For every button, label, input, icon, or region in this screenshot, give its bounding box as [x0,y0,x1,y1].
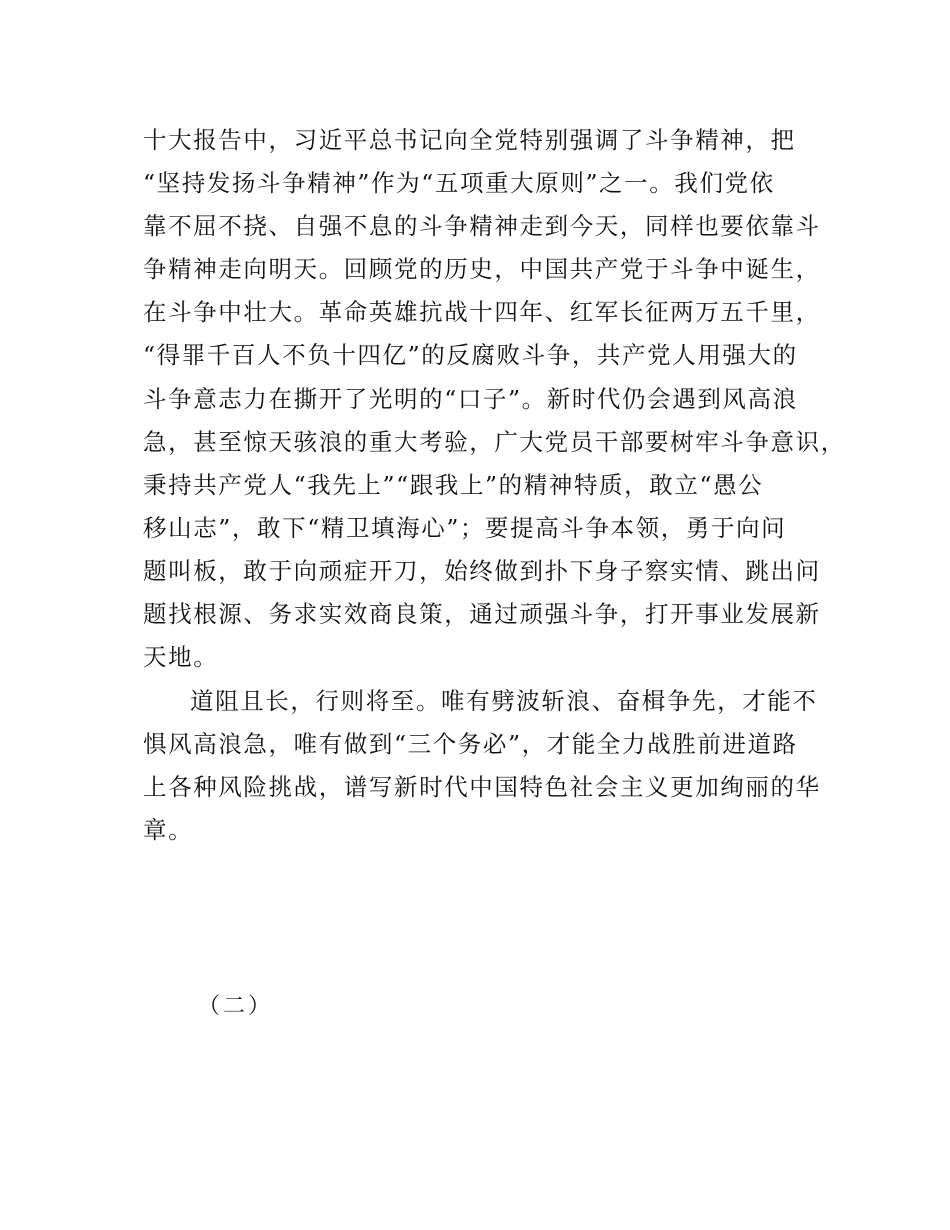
paragraph-1-line: 争精神走向明天。回顾党的历史，中国共产党于斗争中诞生， [143,255,821,283]
paragraph-1-line: 急，甚至惊天骇浪的重大考验，广大党员干部要树牢斗争意识， [143,428,846,456]
paragraph-1-line: 在斗争中壮大。革命英雄抗战十四年、红军长征两万五千里， [143,298,821,326]
paragraph-1-line: 十大报告中，习近平总书记向全党特别强调了斗争精神，把 [143,126,796,154]
section-heading: （二） [198,994,274,1019]
paragraph-1-line: 秉持共产党人“我先上”“跟我上”的精神特质，敢立“愚公 [143,471,764,499]
paragraph-2-line: 惧风高浪急，唯有做到“三个务必”，才能全力战胜前进道路 [143,730,798,758]
paragraph-2-line: 上各种风险挑战，谱写新时代中国特色社会主义更加绚丽的华 [143,773,821,801]
paragraph-1-line: “坚持发扬斗争精神”作为“五项重大原则”之一。我们党依 [143,169,775,197]
paragraph-1-line: 靠不屈不挠、自强不息的斗争精神走到今天，同样也要依靠斗 [143,212,821,240]
paragraph-1-line: 天地。 [143,643,219,671]
paragraph-2-line: 章。 [143,816,194,844]
paragraph-1-line: 题找根源、务求实效商良策，通过顽强斗争，打开事业发展新 [143,600,821,628]
paragraph-1-line: 题叫板，敢于向顽症开刀，始终做到扑下身子察实情、跳出问 [143,557,821,585]
paragraph-1-line: 移山志”，敢下“精卫填海心”；要提高斗争本领，勇于向问 [143,514,787,542]
paragraph-1-line: “得罪千百人不负十四亿”的反腐败斗争，共产党人用强大的 [143,341,798,369]
paragraph-1-line: 斗争意志力在撕开了光明的“口子”。新时代仍会遇到风高浪 [143,385,798,413]
paragraph-2-line: 道阻且长，行则将至。唯有劈波斩浪、奋楫争先，才能不 [190,687,818,715]
